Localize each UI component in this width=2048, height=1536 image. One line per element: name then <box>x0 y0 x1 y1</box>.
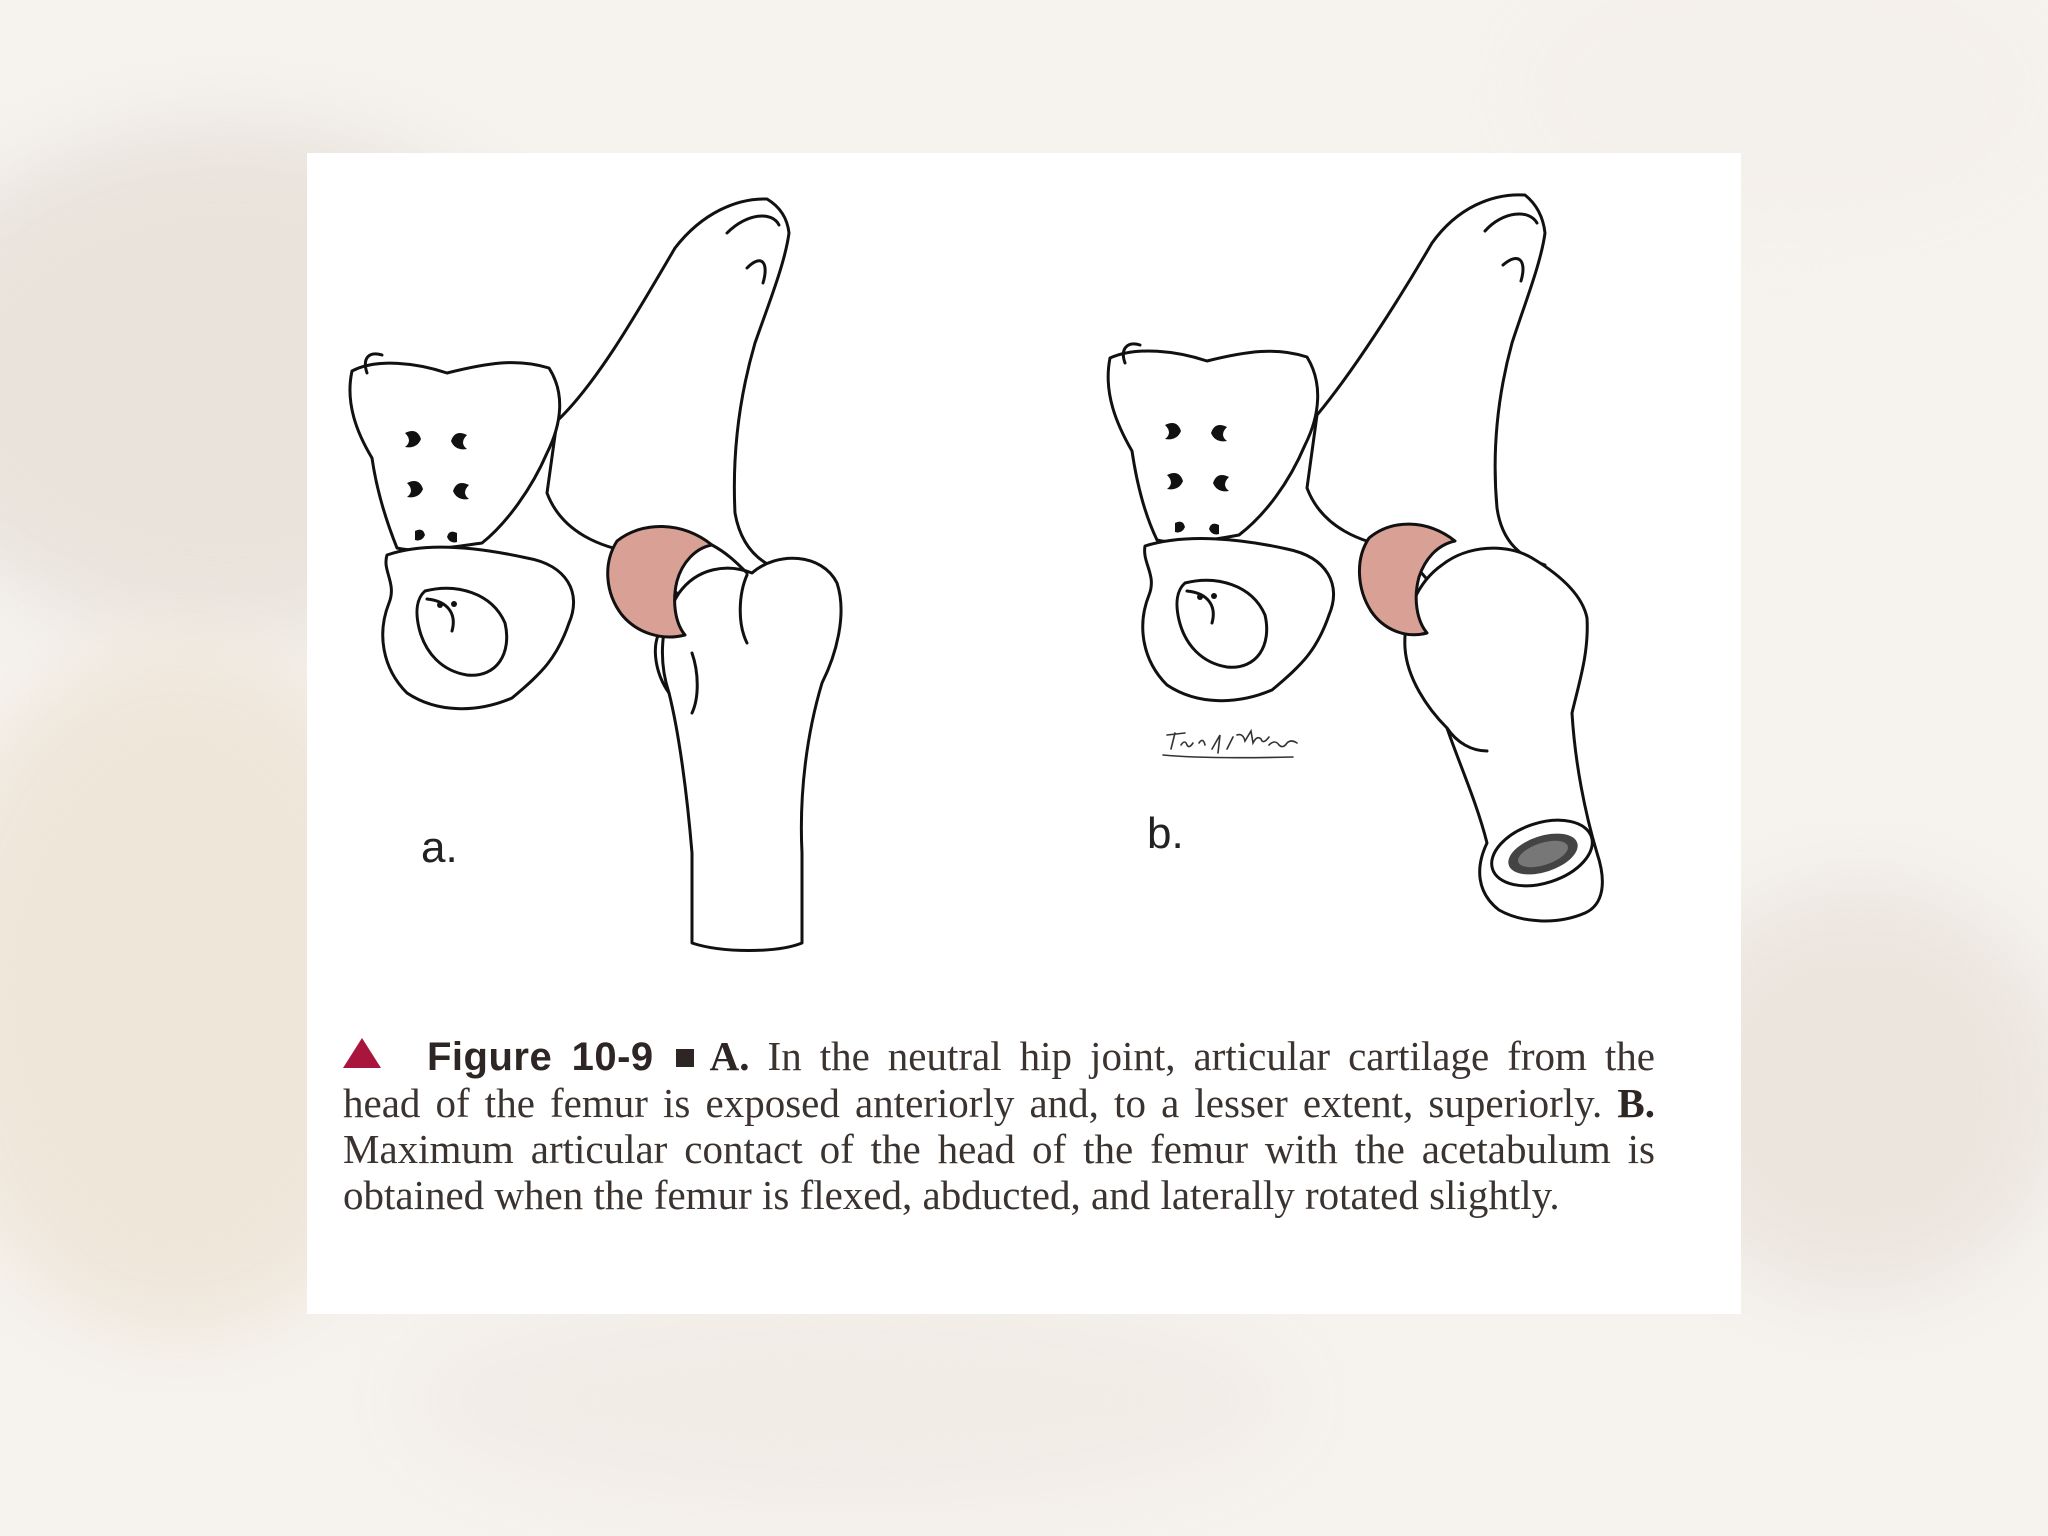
artist-signature <box>1163 731 1297 758</box>
caption-part-a-label: A. <box>709 1033 750 1079</box>
sacrum-a <box>350 363 560 551</box>
caption-part-a-text: In the neutral hip joint, articular cartilage from the head of the femur is exposed anteriorly and, to a lesser extent, superiorly. <box>343 1033 1655 1126</box>
square-bullet-icon <box>676 1049 694 1067</box>
caption-marker-icon <box>343 1038 381 1068</box>
sacrum-b <box>1108 351 1318 542</box>
panel-a-label: a. <box>421 823 458 872</box>
panel-b-label: b. <box>1147 809 1184 858</box>
figure-card <box>307 153 1741 1314</box>
caption-part-b-label: B. <box>1617 1080 1655 1126</box>
figure-number: Figure 10-9 <box>427 1035 654 1079</box>
figure-caption <box>343 1033 1655 1218</box>
caption-part-b-text: Maximum articular contact of the head of the femur with the acetabulum is obtained when the femur is flexed, abducted, and laterally rotated slightly. <box>343 1126 1655 1218</box>
femur-a <box>662 558 841 950</box>
hip-joint-illustration <box>307 153 1741 973</box>
